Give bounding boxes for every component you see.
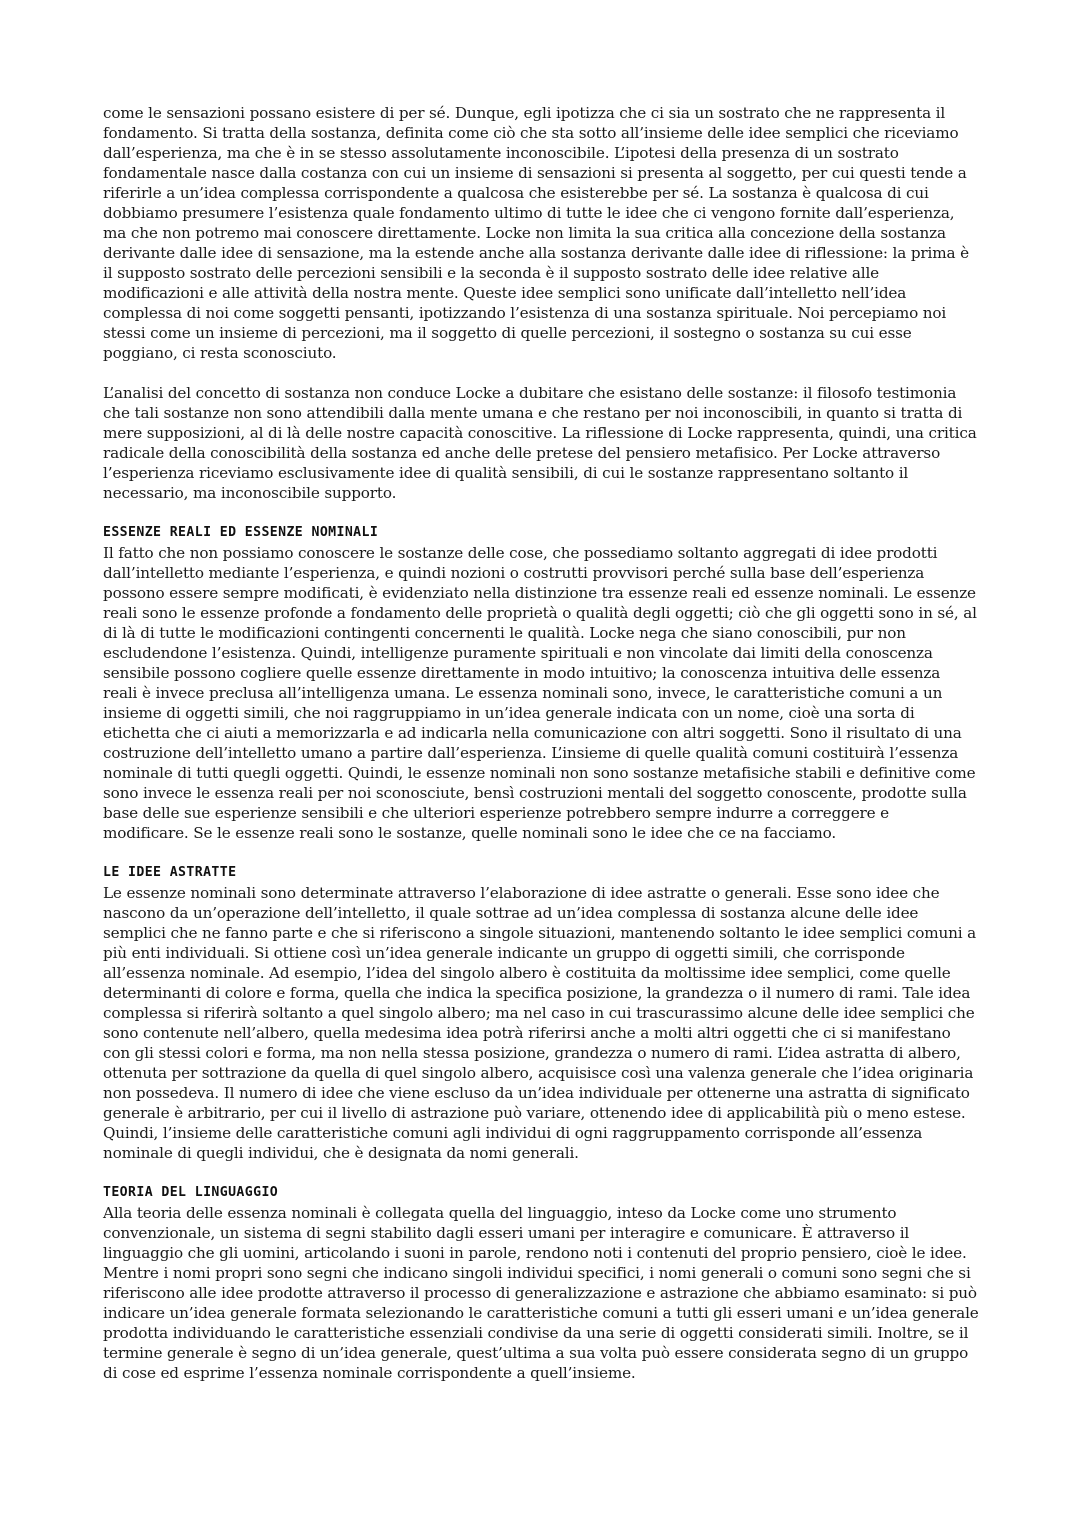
section-idee-astratte — [103, 863, 979, 1163]
section-essenze — [103, 523, 979, 843]
section-linguaggio — [103, 1183, 979, 1383]
section-body: Il fatto che non possiamo conoscere le sostanze delle cose, che possediamo soltanto aggregati di idee prodotti dall’intelletto mediante l’esperienza, e quindi nozioni o costrutti provvisori perché sulla base dell’esperienza possono essere sempre modificati, è evidenziato nella distinzione tra essenze reali ed essenze nominali. Le essenze reali sono le essenze profonde a fondamento delle proprietà o qualità degli oggetti; ciò che gli oggetti sono in sé, al di là di tutte le modificazioni contingenti concernenti le qualità. Locke nega che siano conoscibili, pur non escludendone l’esistenza. Quindi, intelligenze puramente spirituali e non vincolate dai limiti della conoscenza sensibile possono cogliere quelle essenze direttamente in modo intuitivo; la conoscenza intuitiva delle essenza reali è invece preclusa all’intelligenza umana. Le essenza nominali sono, invece, le caratteristiche comuni a un insieme di oggetti simili, che noi raggruppiamo in un’idea generale indicata con un nome, cioè una sorta di etichetta che ci aiuti a memorizzarla e ad indicarla nella comunicazione con altri soggetti. Sono il risultato di una costruzione dell’intelletto umano a partire dall’esperienza. L’insieme di quelle qualità comuni costituirà l’essenza nominale di tutti quegli oggetti. Quindi, le essenze nominali non sono sostanze metafisiche stabili e definitive come sono invece le essenza reali per noi sconosciute, bensì costruzioni mentali del soggetto conoscente, prodotte sulla base delle sue esperienze sensibili e che ulteriori esperienze potrebbero sempre indurre a correggere e modificare. Se le essenze reali sono le sostanze, quelle nominali sono le idee che ce na facciamo. — [103, 544, 977, 842]
section-heading: TEORIA DEL LINGUAGGIO — [103, 1185, 279, 1200]
section-heading: LE IDEE ASTRATTE — [103, 865, 237, 880]
document-page — [103, 103, 979, 1403]
section-body: Alla teoria delle essenza nominali è collegata quella del linguaggio, inteso da Locke come uno strumento convenzionale, un sistema di segni stabilito dagli esseri umani per interagire e comunicare. È attraverso il linguaggio che gli uomini, articolando i suoni in parole, rendono noti i contenuti del proprio pensiero, cioè le idee. Mentre i nomi propri sono segni che indicano singoli individui specifici, i nomi generali o comuni sono segni che si riferiscono alle idee prodotte attraverso il processo di generalizzazione e astrazione che abbiamo esaminato: si può indicare un’idea generale formata selezionando le caratteristiche comuni a tutti gli esseri umani e un’idea generale prodotta individuando le caratteristiche essenziali condivise da una serie di oggetti considerati simili. Inoltre, se il termine generale è segno di un’idea generale, quest’ultima a sua volta può essere considerata segno di un gruppo di cose ed esprime l’essenza nominale corrispondente a quell’insieme. — [103, 1204, 979, 1382]
section-heading: ESSENZE REALI ED ESSENZE NOMINALI — [103, 525, 379, 540]
intro-paragraph-2: L’analisi del concetto di sostanza non conduce Locke a dubitare che esistano delle sostanze: il filosofo testimonia che tali sostanze non sono attendibili dalla mente umana e che restano per noi inconoscibili, in quanto si tratta di mere supposizioni, al di là delle nostre capacità conoscitive. La riflessione di Locke rappresenta, quindi, una critica radicale della conoscibilità della sostanza ed anche delle pretese del pensiero metafisico. Per Locke attraverso l’esperienza riceviamo esclusivamente idee di qualità sensibili, di cui le sostanze rappresentano soltanto il necessario, ma inconoscibile supporto. — [103, 384, 977, 502]
intro-paragraph-1: come le sensazioni possano esistere di per sé. Dunque, egli ipotizza che ci sia un sostrato che ne rappresenta il fondamento. Si tratta della sostanza, definita come ciò che sta sotto all’insieme delle idee semplici che riceviamo dall’esperienza, ma che è in se stesso assolutamente inconoscibile. L’ipotesi della presenza di un sostrato fondamentale nasce dalla costanza con cui un insieme di sensazioni si presenta al soggetto, per cui questi tende a riferirle a un’idea complessa corrispondente a qualcosa che esisterebbe per sé. La sostanza è qualcosa di cui dobbiamo presumere l’esistenza quale fondamento ultimo di tutte le idee che ci vengono fornite dall’esperienza, ma che non potremo mai conoscere direttamente. Locke non limita la sua critica alla concezione della sostanza derivante dalle idee di sensazione, ma la estende anche alla sostanza derivante dalle idee di riflessione: la prima è il supposto sostrato delle percezioni sensibili e la seconda è il supposto sostrato delle idee relative alle modificazioni e alle attività della nostra mente. Queste idee semplici sono unificate dall’intelletto nell’idea complessa di noi come soggetti pensanti, ipotizzando l’esistenza di una sostanza spirituale. Noi percepiamo noi stessi come un insieme di percezioni, ma il soggetto di quelle percezioni, il sostegno o sostanza su cui esse poggiano, ci resta sconosciuto. — [103, 104, 969, 362]
section-body: Le essenze nominali sono determinate attraverso l’elaborazione di idee astratte o generali. Esse sono idee che nascono da un’operazione dell’intelletto, il quale sottrae ad un’idea complessa di sostanza alcune delle idee semplici che ne fanno parte e che si riferiscono a singole situazioni, mantenendo soltanto le idee semplici comuni a più enti individuali. Si ottiene così un’idea generale indicante un gruppo di oggetti simili, che corrisponde all’essenza nominale. Ad esempio, l’idea del singolo albero è costituita da moltissime idee semplici, come quelle determinanti di colore e forma, quella che indica la specifica posizione, la grandezza o il numero di rami. Tale idea complessa si riferirà soltanto a quel singolo albero; ma nel caso in cui trascurassimo alcune delle idee semplici che sono contenute nell’albero, quella medesima idea potrà riferirsi anche a molti altri oggetti che ci si manifestano con gli stessi colori e forma, ma non nella stessa posizione, grandezza o numero di rami. L’idea astratta di albero, ottenuta per sottrazione da quella di quel singolo albero, acquisisce così una valenza generale che l’idea originaria non possedeva. Il numero di idee che viene escluso da un’idea individuale per ottenerne una astratta di significato generale è arbitrario, per cui il livello di astrazione può variare, ottenendo idee di applicabilità più o meno estese. Quindi, l’insieme delle caratteristiche comuni agli individui di ogni raggruppamento corrisponde all’essenza nominale di quegli individui, che è designata da nomi generali. — [103, 884, 977, 1162]
